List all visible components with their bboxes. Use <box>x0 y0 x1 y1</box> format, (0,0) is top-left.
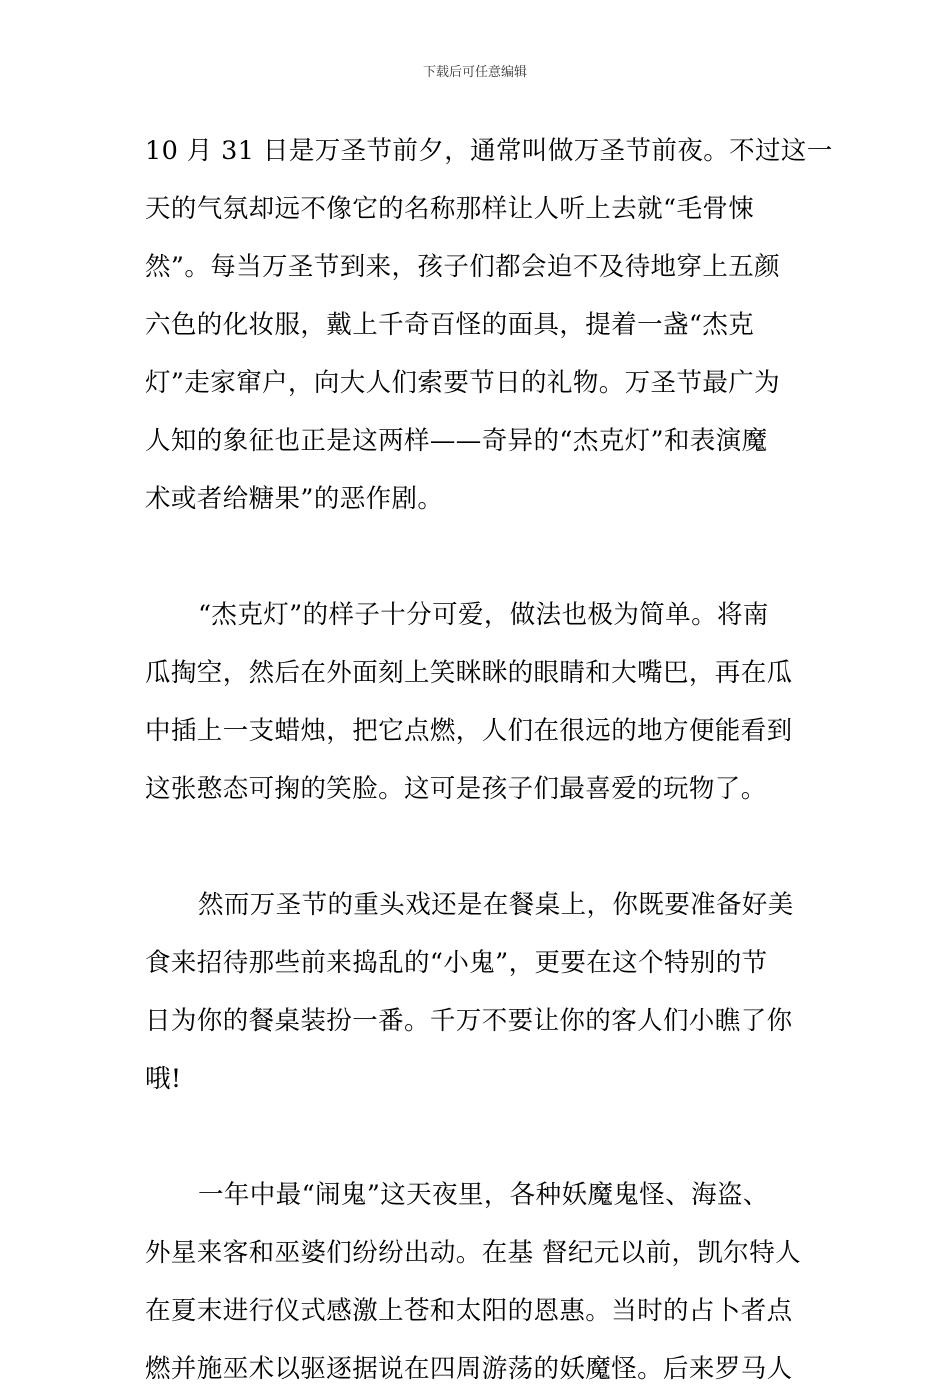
text-line: 一年中最“闹鬼”这天夜里，各种妖魔鬼怪、海盗、 <box>198 1180 769 1210</box>
text-line: “杰克灯”的样子十分可爱，做法也极为简单。将南 <box>198 600 769 630</box>
text-line: 食来招待那些前来捣乱的“小鬼”，更要在这个特别的节 <box>145 948 768 978</box>
text-line: 天的气氛却远不像它的名称那样让人听上去就“毛骨悚 <box>145 194 755 224</box>
paragraph-3 <box>145 876 807 1108</box>
paragraph-gap <box>145 818 807 876</box>
text-line: 瓜掏空，然后在外面刻上笑眯眯的眼睛和大嘴巴，再在瓜 <box>145 658 793 688</box>
text-line: 在夏末进行仪式感激上苍和太阳的恩惠。当时的占卜者点 <box>145 1296 793 1326</box>
text-line: 燃并施巫术以驱逐据说在四周游荡的妖魔怪。后来罗马人 <box>145 1354 793 1384</box>
document-body <box>145 122 833 1398</box>
text-line: 六色的化妆服，戴上千奇百怪的面具，提着一盏“杰克 <box>145 310 755 340</box>
text-line: 然而万圣节的重头戏还是在餐桌上，你既要准备好美 <box>198 890 794 920</box>
text-line: 中插上一支蜡烛，把它点燃，人们在很远的地方便能看到 <box>145 716 793 746</box>
text-line: 灯”走家窜户，向大人们索要节日的礼物。万圣节最广为 <box>145 368 781 398</box>
text-line: 术或者给糖果”的恶作剧。 <box>145 484 444 514</box>
text-line: 然”。每当万圣节到来，孩子们都会迫不及待地穿上五颜 <box>145 252 781 282</box>
text-line: 这张憨态可掬的笑脸。这可是孩子们最喜爱的玩物了。 <box>145 774 767 804</box>
text-line: 日为你的餐桌装扮一番。千万不要让你的客人们小瞧了你 <box>145 1006 793 1036</box>
text-line: 哦! <box>145 1064 182 1094</box>
page-header: 下载后可任意编辑 <box>422 65 527 80</box>
text-line: 人知的象征也正是这两样——奇异的“杰克灯”和表演魔 <box>145 426 768 456</box>
paragraph-4 <box>145 1166 807 1398</box>
paragraph-1 <box>145 122 833 528</box>
paragraph-gap <box>145 528 807 586</box>
paragraph-2 <box>145 586 807 818</box>
text-line: 外星来客和巫婆们纷纷出动。在基 督纪元以前，凯尔特人 <box>145 1238 802 1268</box>
text-line: 10 月 31 日是万圣节前夕，通常叫做万圣节前夜。不过这一 <box>145 136 833 166</box>
paragraph-gap <box>145 1108 807 1166</box>
